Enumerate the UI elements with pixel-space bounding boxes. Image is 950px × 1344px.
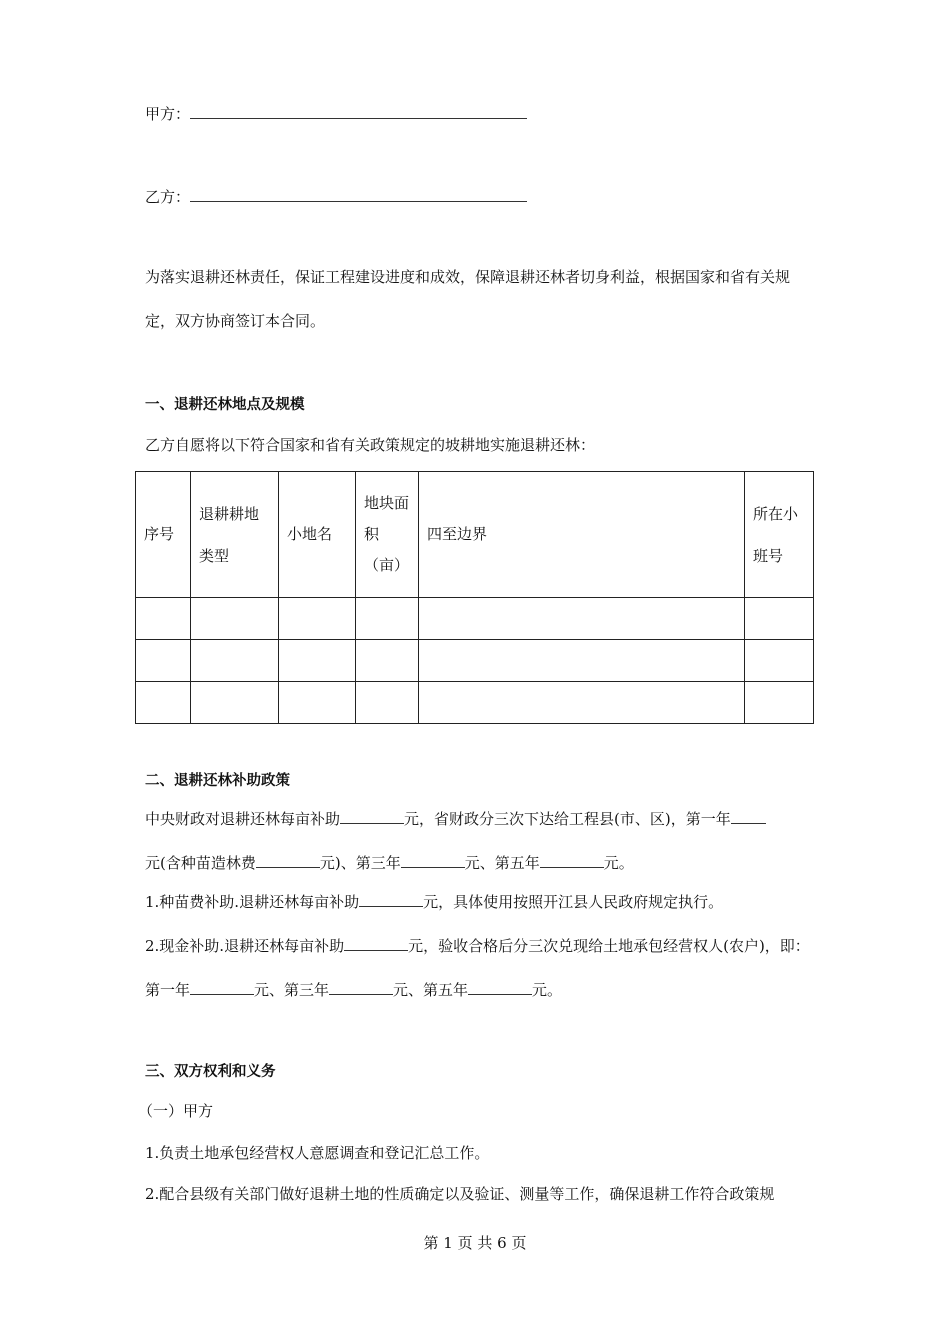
- section3-sub-heading: （一）甲方: [138, 1102, 214, 1120]
- section3-item-1: 1.负责土地承包经营权人意愿调查和登记汇总工作。: [145, 1144, 490, 1162]
- section3-title: 三、双方权利和义务: [145, 1064, 276, 1080]
- blank-field[interactable]: [359, 892, 423, 907]
- col-header-serial: 序号: [136, 472, 191, 598]
- blank-field[interactable]: [401, 853, 465, 868]
- blank-field[interactable]: [731, 809, 766, 824]
- cash-subsidy-paragraph: 2.现金补助.退耕还林每亩补助 元，验收合格后分三次兑现给土地承包经营权人(农户)，即：第一年 元、第三年 元、第五年 元。: [145, 937, 810, 999]
- table-cell[interactable]: [191, 598, 279, 640]
- blank-field[interactable]: [540, 853, 604, 868]
- table-cell[interactable]: [356, 598, 419, 640]
- blank-field[interactable]: [190, 980, 254, 995]
- section1-text: 乙方自愿将以下符合国家和省有关政策规定的坡耕地实施退耕还林：: [145, 436, 596, 454]
- table-row: [136, 598, 814, 640]
- section3-item-2: 2.配合县级有关部门做好退耕土地的性质确定以及验证、测量等工作，确保退耕工作符合政策规: [145, 1185, 775, 1203]
- table-cell[interactable]: [136, 598, 191, 640]
- blank-field[interactable]: [256, 853, 320, 868]
- blank-field[interactable]: [344, 936, 408, 951]
- section1-title: 一、退耕还林地点及规模: [145, 397, 305, 413]
- plot-table: [135, 471, 814, 724]
- intro-paragraph: 为落实退耕还林责任，保证工程建设进度和成效，保障退耕还林者切身利益，根据国家和省有关规定，双方协商签订本合同。: [145, 268, 791, 330]
- party-a-label: 甲方：: [145, 105, 191, 123]
- table-cell[interactable]: [356, 640, 419, 682]
- party-a-blank[interactable]: [190, 118, 527, 119]
- table-cell[interactable]: [279, 598, 356, 640]
- party-b-label: 乙方：: [145, 188, 191, 206]
- col-header-area: 地块面积（亩）: [356, 472, 419, 598]
- blank-field[interactable]: [329, 980, 393, 995]
- party-b-blank[interactable]: [190, 201, 527, 202]
- table-cell[interactable]: [191, 640, 279, 682]
- table-cell[interactable]: [279, 640, 356, 682]
- table-cell[interactable]: [745, 598, 814, 640]
- blank-field[interactable]: [468, 980, 532, 995]
- table-cell[interactable]: [419, 682, 745, 724]
- section2-title: 二、退耕还林补助政策: [145, 773, 290, 789]
- blank-field[interactable]: [340, 809, 404, 824]
- table-cell[interactable]: [745, 640, 814, 682]
- table-cell[interactable]: [136, 640, 191, 682]
- table-row: [136, 682, 814, 724]
- table-cell[interactable]: [419, 598, 745, 640]
- table-cell[interactable]: [356, 682, 419, 724]
- table-cell[interactable]: [279, 682, 356, 724]
- table-header-row: [136, 472, 814, 598]
- col-header-boundary: 四至边界: [419, 472, 745, 598]
- col-header-land-type: 退耕耕地类型: [191, 472, 279, 598]
- table-cell[interactable]: [191, 682, 279, 724]
- table-cell[interactable]: [419, 640, 745, 682]
- page-number: 第 1 页 共 6 页: [423, 1234, 527, 1252]
- table-cell[interactable]: [136, 682, 191, 724]
- table-row: [136, 640, 814, 682]
- col-header-subcompartment: 所在小班号: [745, 472, 814, 598]
- col-header-place-name: 小地名: [279, 472, 356, 598]
- seedling-subsidy-line: 1.种苗费补助.退耕还林每亩补助 元，具体使用按照开江县人民政府规定执行。: [145, 893, 724, 911]
- table-cell[interactable]: [745, 682, 814, 724]
- subsidy-paragraph: 中央财政对退耕还林每亩补助 元，省财政分三次下达给工程县(市、区)，第一年 元(含种苗造林费 元)、第三年 元、第五年 元。: [145, 797, 815, 885]
